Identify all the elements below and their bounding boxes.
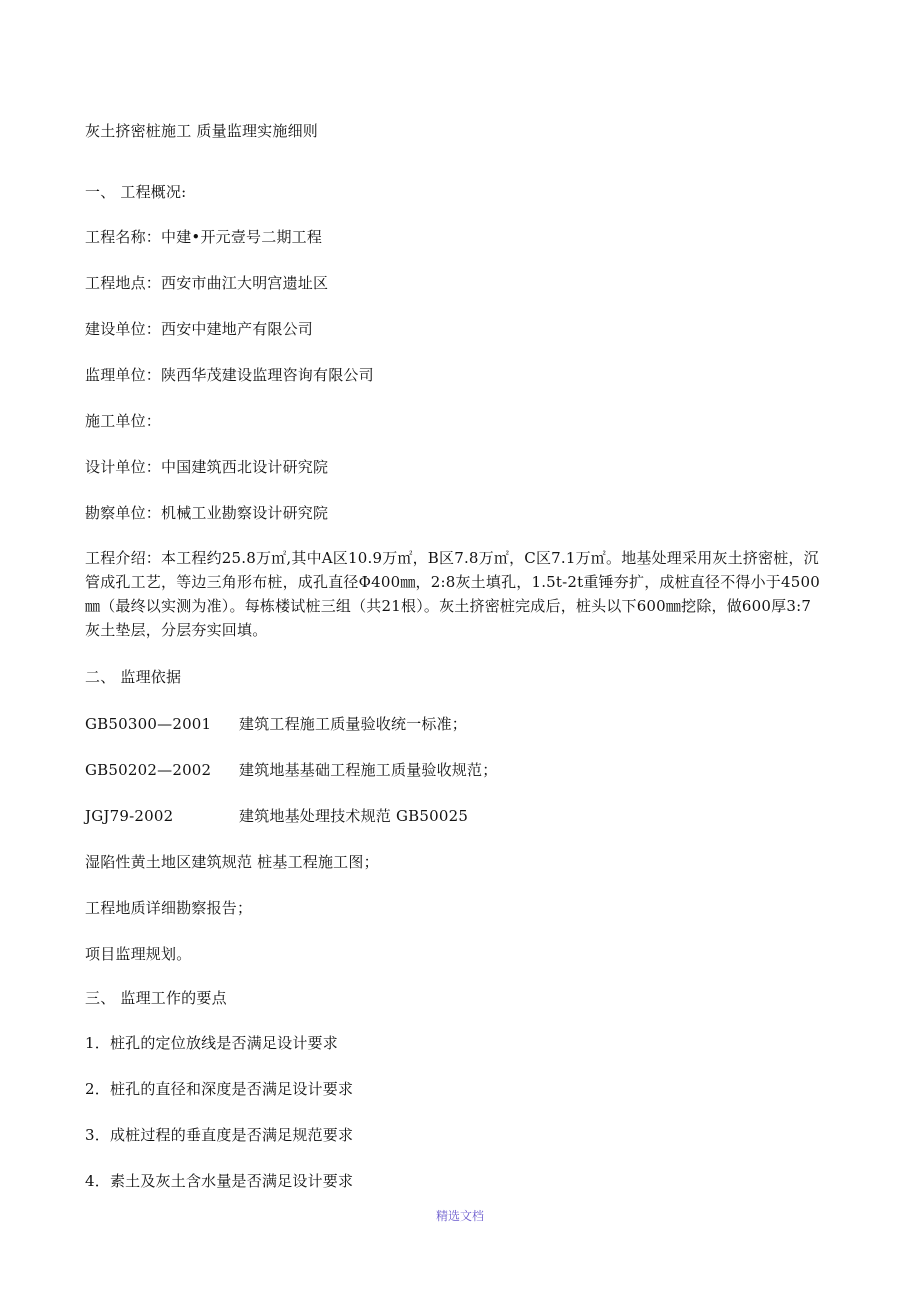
basis-item: 工程地质详细勘察报告；	[85, 899, 253, 917]
page-footer: 精选文档	[435, 1209, 484, 1223]
standard-row	[85, 759, 497, 781]
field-owner: 建设单位：西安中建地产有限公司	[85, 320, 314, 338]
project-intro-paragraph: 工程介绍：本工程约25.8万㎡,其中A区10.9万㎡，B区7.8万㎡，C区7.1万㎡。地基处理采用灰土挤密桩，沉管成孔工艺，等边三角形布桩，成孔直径Φ400㎜，2:8灰土填孔，1.5t-2t重锤夯扩，成桩直径不得小于4500㎜（最终以实测为准）。每栋楼试桩三组（共21根）。灰土挤密桩完成后，桩头以下600㎜挖除，做600厚3:7灰土垫层，分层夯实回填。	[85, 549, 820, 639]
field-contractor: 施工单位：	[85, 412, 162, 430]
standard-row	[85, 713, 467, 735]
standard-name: 建筑地基处理技术规范 GB50025	[239, 807, 469, 825]
standard-name: 建筑地基基础工程施工质量验收规范；	[239, 761, 498, 779]
section-heading-overview: 一、 工程概况:	[85, 183, 187, 201]
field-project-location: 工程地点：西安市曲江大明宫遗址区	[85, 274, 329, 292]
field-designer: 设计单位：中国建筑西北设计研究院	[85, 458, 329, 476]
basis-item: 项目监理规划。	[85, 945, 192, 963]
key-point-item: 2．桩孔的直径和深度是否满足设计要求	[85, 1080, 354, 1098]
key-point-item: 3．成桩过程的垂直度是否满足规范要求	[85, 1126, 354, 1144]
standard-code: GB50300—2001	[85, 715, 212, 733]
key-point-item: 1．桩孔的定位放线是否满足设计要求	[85, 1034, 338, 1052]
standard-name: 建筑工程施工质量验收统一标准；	[239, 715, 468, 733]
document-title: 灰土挤密桩施工 质量监理实施细则	[85, 122, 318, 140]
field-project-name: 工程名称：中建•开元壹号二期工程	[85, 228, 323, 246]
section-heading-basis: 二、 监理依据	[85, 668, 182, 686]
basis-item: 湿陷性黄土地区建筑规范 桩基工程施工图；	[85, 853, 379, 871]
field-supervisor: 监理单位：陕西华茂建设监理咨询有限公司	[85, 366, 374, 384]
standard-row	[85, 805, 468, 827]
standard-code: GB50202—2002	[85, 761, 212, 779]
field-surveyor: 勘察单位：机械工业勘察设计研究院	[85, 504, 329, 522]
section-heading-key-points: 三、 监理工作的要点	[85, 989, 227, 1007]
standard-code: JGJ79-2002	[85, 807, 174, 825]
key-point-item: 4．素土及灰土含水量是否满足设计要求	[85, 1172, 354, 1190]
